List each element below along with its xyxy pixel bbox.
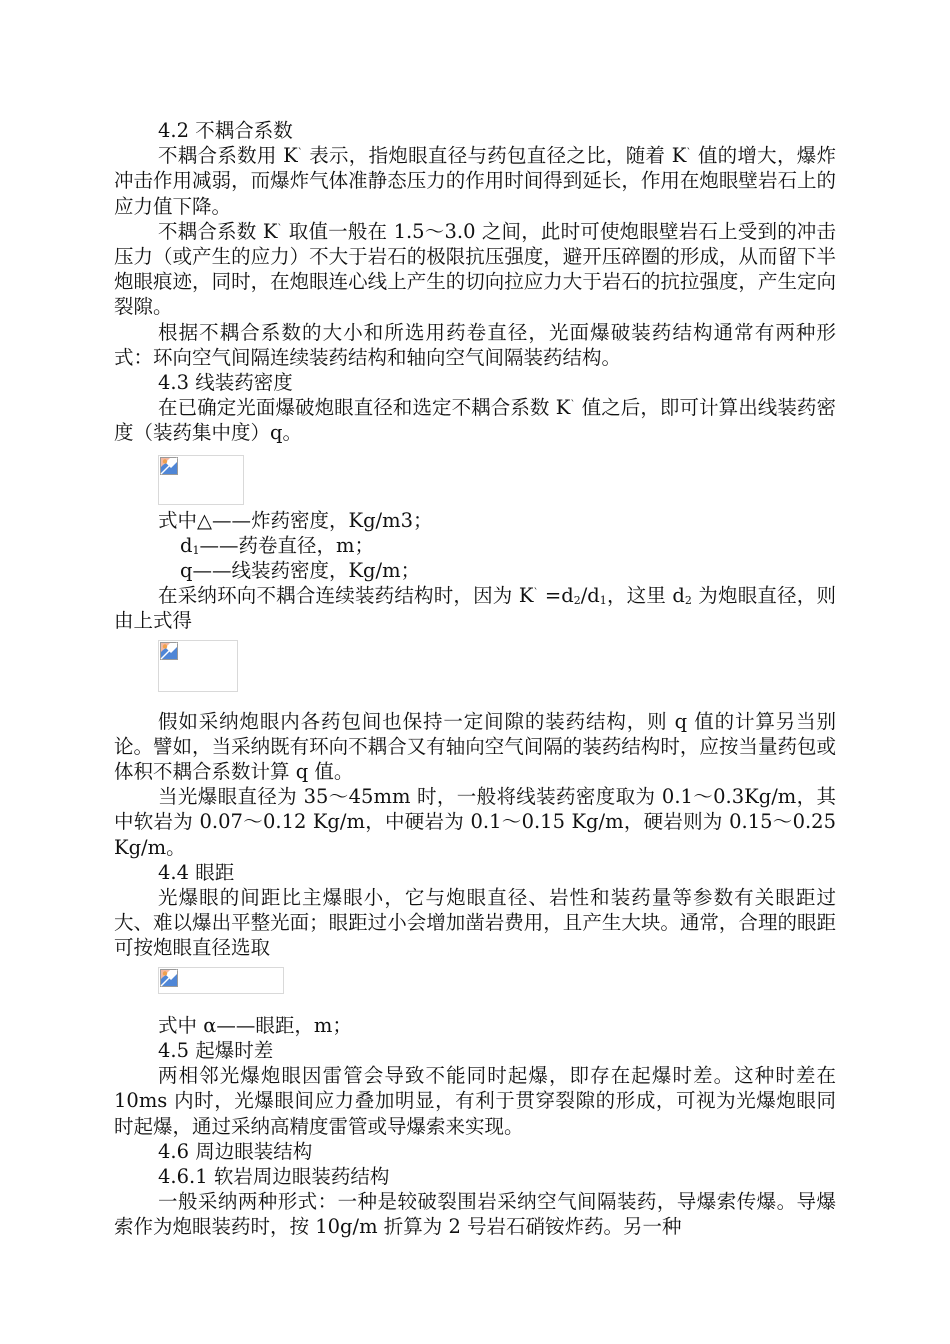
section-heading-4-2: 4.2 不耦合系数 [158,119,293,142]
paragraph: 假如采纳炮眼内各药包间也保持一定间隙的装药结构，则 q 值的计算另当别论。譬如，当采纳既有环向不耦合又有轴向空气间隔的装药结构时，应按当量药包或体积不耦合系数计算 q 值。 [114,709,836,784]
definition-line: 式中△——炸药密度，Kg/m3； [158,508,433,532]
paragraph: 不耦合系数 K` 取值一般在 1.5～3.0 之间，此时可使炮眼壁岩石上受到的冲击压力（或产生的应力）不大于岩石的极限抗压强度，避开压碎圈的形成，从而留下半炮眼痕迹，同时，在炮眼连心线上产生的切向拉应力大于岩石的抗拉强度，产生定向裂隙。 [114,219,836,319]
broken-image-icon [160,969,178,987]
paragraph: 光爆眼的间距比主爆眼小，它与炮眼直径、岩性和装药量等参数有关眼距过大、难以爆出平整光面；眼距过小会增加凿岩费用，且产生大块。通常，合理的眼距可按炮眼直径选取 [114,886,836,960]
paragraph: 不耦合系数用 K` 表示，指炮眼直径与药包直径之比，随着 K` 值的增大，爆炸冲击作用减弱，而爆炸气体准静态压力的作用时间得到延长，作用在炮眼壁岩石上的应力值下降。 [114,144,837,218]
broken-image-icon [160,642,178,660]
definition-line: $d_1——$药卷直径，m； [180,533,374,557]
paragraph: 当光爆眼直径为 35～45mm 时，一般将线装药密度取为 0.1～0.3Kg/m，其中软岩为 0.07～0.12 Kg/m，中硬岩为 0.1～0.15 Kg/m，硬岩则为 0.15～0.25 Kg/m。 [114,785,836,859]
broken-image-icon [160,457,178,475]
section-heading-4-5: 4.5 起爆时差 [158,1038,274,1062]
section-heading-4-3: 4.3 线装药密度 [158,371,293,395]
paragraph: 一般采纳两种形式：一种是较破裂围岩采纳空气间隔装药，导爆索传爆。导爆索作为炮眼装药时，按 10g/m 折算为 2 号岩石硝铵炸药。另一种 [114,1190,836,1239]
document-page [114,118,836,1240]
section-heading-4-6: 4.6 周边眼装结构 [158,1139,313,1163]
paragraph: 根据不耦合系数的大小和所选用药卷直径，光面爆破装药结构通常有两种形式：环向空气间隔连续装药结构和轴向空气间隔装药结构。 [114,320,836,369]
formula-image-placeholder [158,967,284,994]
paragraph: 在已确定光面爆破炮眼直径和选定不耦合系数 K` 值之后，即可计算出线装药密度（装药集中度）q。 [114,396,837,445]
definition-line: 式中 α——眼距，m； [158,1013,352,1037]
definition-line: q——线装药密度，Kg/m； [180,559,421,583]
subsection-heading-4-6-1: 4.6.1 软岩周边眼装药结构 [158,1164,390,1188]
paragraph: 在采纳环向不耦合连续装药结构时，因为 $K^` =d_2/d_1$，这里 $d_2$ 为炮眼直径，则由上式得 [114,584,836,633]
formula-image-placeholder [158,455,244,505]
section-heading-4-4: 4.4 眼距 [158,860,235,884]
paragraph: 两相邻光爆炮眼因雷管会导致不能同时起爆，即存在起爆时差。这种时差在 10ms 内时，光爆眼间应力叠加明显，有利于贯穿裂隙的形成，可视为光爆炮眼同时起爆，通过采纳高精度雷管或导爆索来实现。 [114,1064,836,1138]
formula-image-placeholder [158,640,238,692]
